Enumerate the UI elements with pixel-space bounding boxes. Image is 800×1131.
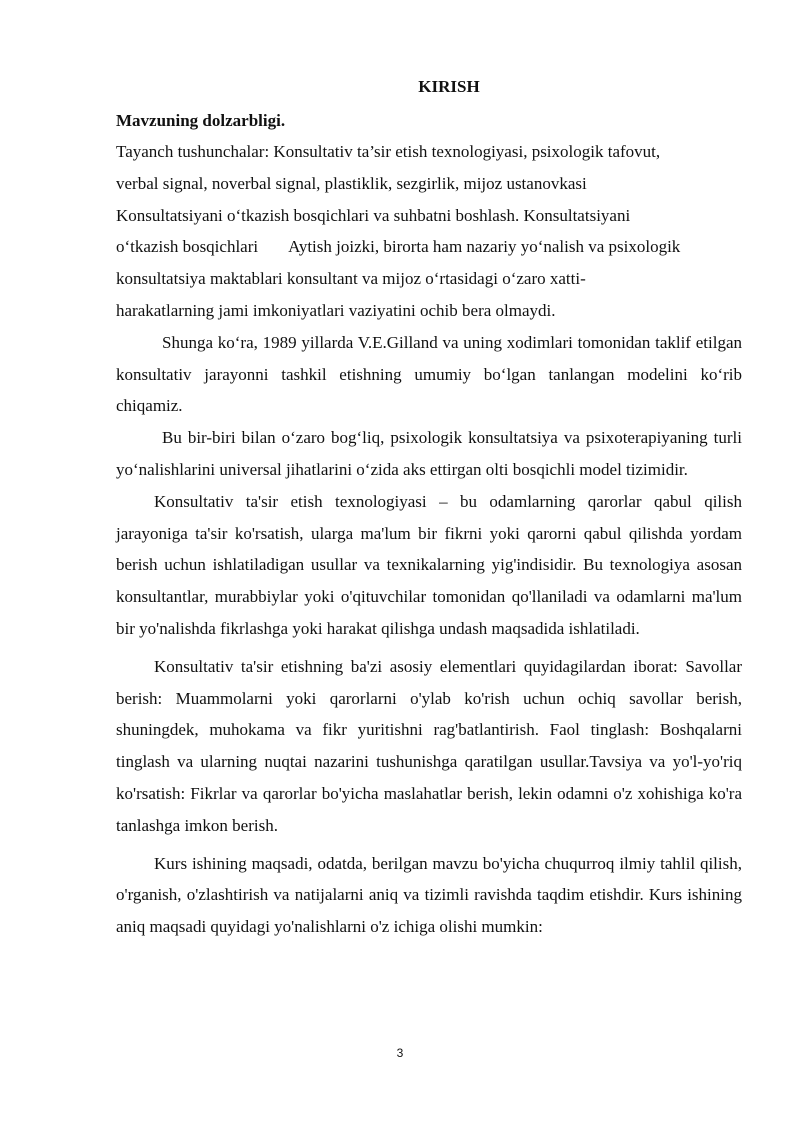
text-fragment: o‘tkazish bosqichlari [116, 237, 259, 257]
paragraph: Konsultativ ta'sir etish texnologiyasi – bu odamlarning qarorlar qabul qilish jarayoniga ta'sir ko'rsatish, ularga ma'lum bir fikrni yoki qarorni qabul qilishda yordam berish uchun ishlatiladigan usullar va texnikalarning yig'indisidir. Bu texnologiya asosan konsultantlar, murabbiylar yoki o'qituvchilar tomonidan qo'llaniladi va odamlarni ma'lum bir yo'nalishda fikrlashga yoki harakat qilishga undash maqsadida ishlatiladi. [116, 491, 742, 638]
section-subheading: Mavzuning dolzarbligi. [116, 111, 286, 130]
text-line: Tayanch tushunchalar: Konsultativ ta’sir etish texnologiyasi, psixologik tafovut, [116, 142, 661, 161]
text-line: konsultatsiya maktablari konsultant va mijoz o‘rtasidagi o‘zaro xatti- [116, 269, 586, 289]
page-number: 3 [396, 1046, 404, 1060]
page-title: KIRISH [418, 77, 480, 96]
text-line: Konsultatsiyani o‘tkazish bosqichlari va suhbatni boshlash. Konsultatsiyani [116, 205, 631, 225]
paragraph-key-concepts [116, 136, 742, 327]
text-line: harakatlarning jami imkoniyatlari vaziyatini ochib bera olmaydi. [116, 300, 556, 320]
text-line: verbal signal, noverbal signal, plastiklik, sezgirlik, mijoz ustanovkasi [116, 173, 587, 193]
paragraph: Kurs ishining maqsadi, odatda, berilgan mavzu bo'yicha chuqurroq ilmiy tahlil qilish, o'rganish, o'zlashtirish va natijalarni aniq va tizimli ravishda taqdim etishdir. Kurs ishining aniq maqsadi quyidagi yo'nalishlarni o'z ichiga olishi mumkin: [116, 853, 742, 937]
paragraph: Shunga ko‘ra, 1989 yillarda V.E.Gilland va uning xodimlari tomonidan taklif etilgan konsultativ jarayonni tashkil etishning umumiy bo‘lgan tanlangan modelini ko‘rib chiqamiz. [116, 332, 742, 416]
document-body [116, 72, 742, 943]
text-fragment: Aytish joizki, birorta ham nazariy yo‘nalish va psixologik [288, 237, 681, 257]
paragraph: Bu bir-biri bilan o‘zaro bog‘liq, psixologik konsultatsiya va psixoterapiyaning turli yo‘nalishlarini universal jihatlarini o‘zida aks ettirgan olti bosqichli model tizimidir. [116, 428, 742, 479]
text-line [116, 231, 742, 263]
paragraph: Konsultativ ta'sir etishning ba'zi asosiy elementlari quyidagilardan iborat: Savollar berish: Muammolarni yoki qarorlarni o'ylab ko'rish uchun ochiq savollar berish, shuningdek, muhokama va fikr yuritishni rag'batlantirish. Faol tinglash: Boshqalarni tinglash va ularning nuqtai nazarini tushunishga qaratilgan usullar.Tavsiya va yo'l-yo'riq ko'rsatish: Fikrlar va qarorlar bo'yicha maslahatlar berish, lekin odamni o'z xohishiga ko'ra tanlashga imkon berish. [116, 656, 742, 835]
